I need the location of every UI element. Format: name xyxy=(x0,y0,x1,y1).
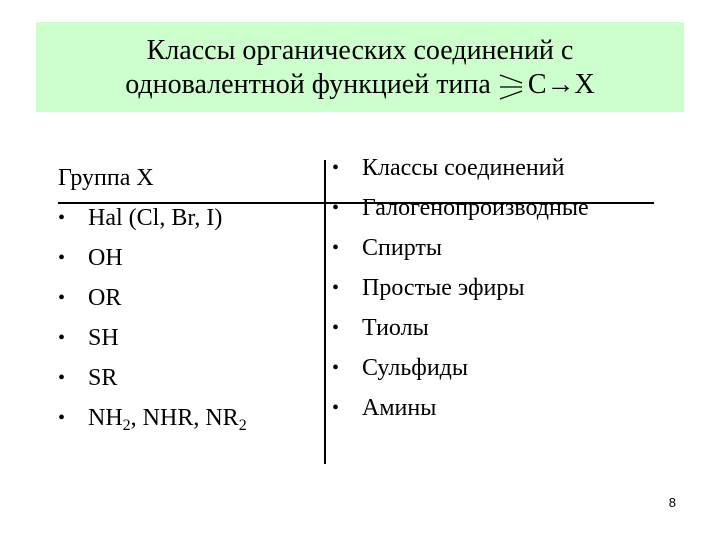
list-item xyxy=(58,358,318,398)
title-line-2-text: одновалентной функцией типа xyxy=(125,69,491,100)
bullet: • xyxy=(332,237,340,259)
slide-title-banner xyxy=(36,22,684,112)
class-label: Спирты xyxy=(362,235,442,261)
compound-class-column xyxy=(324,148,664,428)
bullet: • xyxy=(58,207,66,229)
list-item xyxy=(324,228,664,268)
list-item xyxy=(324,388,664,428)
bullet: • xyxy=(332,317,340,339)
bullet: • xyxy=(58,247,66,269)
amine-part-1: NH xyxy=(88,405,123,431)
carbon-bonds-icon xyxy=(498,71,524,103)
group-label: OH xyxy=(88,245,123,271)
group-label: Hal (Cl, Br, I) xyxy=(88,205,223,231)
group-label: OR xyxy=(88,285,122,311)
list-item xyxy=(324,188,664,228)
class-label: Галогенопроизводные xyxy=(362,195,589,221)
subscript: 2 xyxy=(122,417,131,434)
bullet: • xyxy=(58,327,66,349)
list-item xyxy=(58,198,318,238)
bullet: • xyxy=(58,287,66,309)
column-header-classes xyxy=(324,148,664,188)
amine-part-2: , NHR, NR xyxy=(130,405,239,431)
group-label: SR xyxy=(88,365,118,391)
bullet: • xyxy=(332,277,340,299)
list-item xyxy=(58,238,318,278)
list-item xyxy=(58,318,318,358)
carbon-symbol: C xyxy=(527,69,547,100)
bullet: • xyxy=(58,367,66,389)
bond-arrow: → xyxy=(546,69,575,100)
title-line-2 xyxy=(36,69,684,103)
class-label: Простые эфиры xyxy=(362,275,525,301)
title-line-1: Классы органических соединений с xyxy=(146,35,574,66)
page-number: 8 xyxy=(668,495,676,510)
bullet: • xyxy=(332,357,340,379)
bullet: • xyxy=(332,197,340,219)
group-symbol: X xyxy=(574,69,595,100)
bullet: • xyxy=(332,157,340,179)
subscript: 2 xyxy=(238,417,247,434)
functional-group-column xyxy=(58,158,318,438)
bullet: • xyxy=(58,407,66,429)
bullet: • xyxy=(332,397,340,419)
list-item xyxy=(58,398,318,438)
list-item xyxy=(324,268,664,308)
class-label: Тиолы xyxy=(362,315,429,341)
group-label: SH xyxy=(88,325,119,351)
header-label: Классы соединений xyxy=(362,155,565,181)
list-item xyxy=(58,278,318,318)
list-item xyxy=(324,348,664,388)
group-label xyxy=(88,405,247,434)
class-label: Амины xyxy=(362,395,437,421)
column-header-group: Группа X xyxy=(58,165,154,191)
list-item xyxy=(324,308,664,348)
class-label: Сульфиды xyxy=(362,355,469,381)
